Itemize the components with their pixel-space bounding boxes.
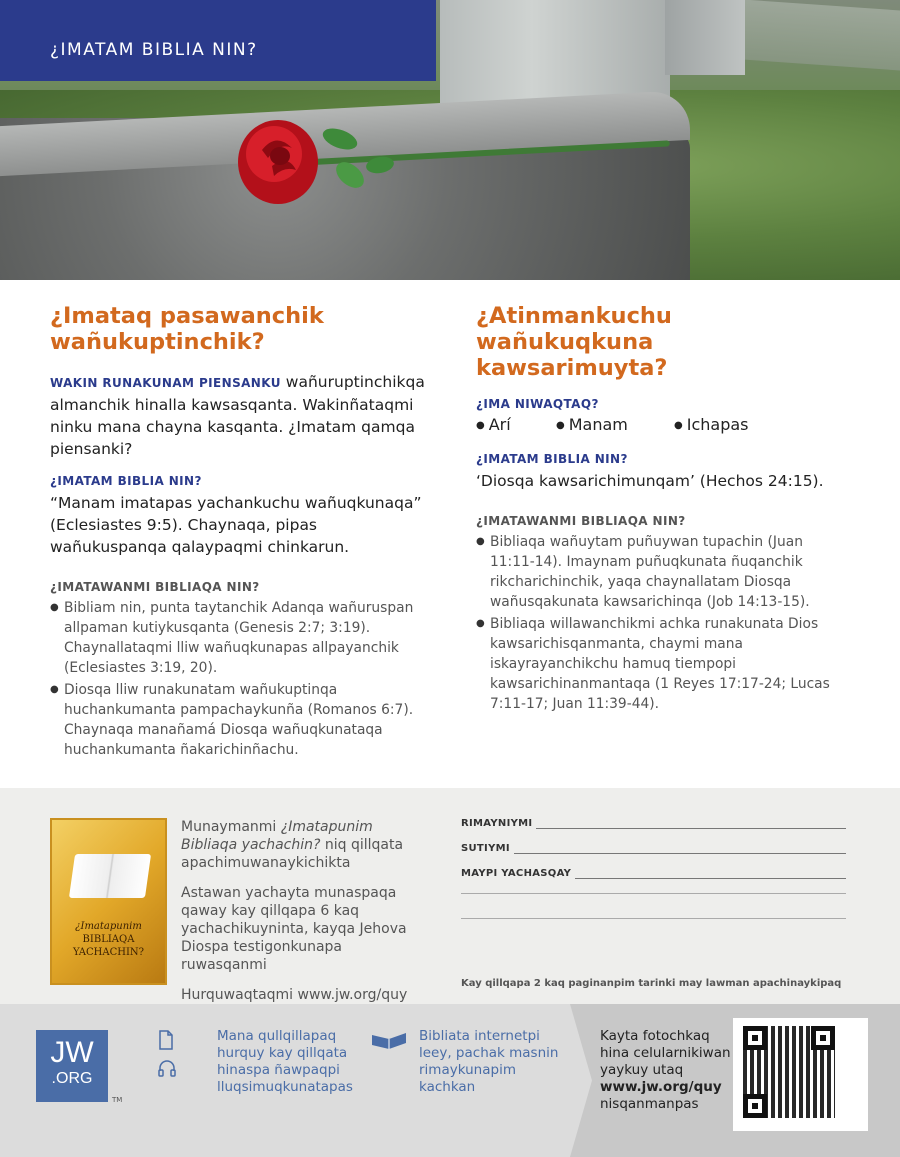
left-heading: ¿Imataq pasawanchik wañukuptinchik? [50, 303, 324, 355]
address-field[interactable] [461, 868, 846, 879]
offer-paragraph-3: Hurquwaqtaqmi www.jw.org/quy [181, 987, 408, 1003]
red-rose [232, 110, 324, 210]
left-subheading-more: ¿IMATAWANMI BIBLIAQA NIN? [50, 580, 260, 594]
qr-instructions [600, 1028, 740, 1113]
logo-org-text: .ORG [51, 1070, 93, 1087]
intro-text: wañuruptinchikqa almanchik hinalla kawsasqanta. Wakinñataqmi ninku mana chayna kasqanta. ¿Imatam qamqa piensanki? [50, 373, 425, 458]
intro-lead: WAKIN RUNAKUNAM PIENSANKU [50, 376, 281, 390]
name-field-line[interactable] [536, 828, 846, 829]
right-column [476, 303, 836, 716]
address-field-label: MAYPI YACHASQAY [461, 868, 572, 879]
surname-field[interactable] [461, 843, 846, 854]
name-field[interactable] [461, 818, 846, 829]
choice-maybe[interactable]: ● Ichapas [674, 415, 749, 434]
logo-jw-text: JW [50, 1036, 94, 1069]
choice-yes[interactable]: ● Arí [476, 415, 556, 434]
offer-p1-pre: Munaymanmi [181, 819, 281, 835]
book-cover-image [50, 818, 167, 985]
footer [0, 1004, 900, 1157]
list-item: ● Bibliaqa willawanchikmi achka runakunata Dios kawsarichisqanmanta, chaymi mana iskayrayanchikchu hamuq tiempopi kawsarichinanmantaqa (1 Reyes 17:17-24; Lucas 7:11-17; Juan 11:39-44). [476, 614, 836, 714]
right-quote: ‘Diosqa kawsarichimunqam’ (Hechos 24:15). [476, 472, 824, 490]
qr-line-2: nisqanmanpas [600, 1096, 699, 1112]
left-intro [50, 371, 430, 460]
qr-finder-tr [811, 1026, 835, 1050]
address-field-line[interactable] [575, 878, 846, 879]
surname-field-label: SUTIYMI [461, 843, 510, 854]
form-fields [461, 818, 846, 943]
rose-leaves [320, 125, 400, 195]
header-banner [0, 0, 436, 81]
left-subheading-bible: ¿IMATAM BIBLIA NIN? [50, 474, 202, 488]
book-cover-title [52, 920, 165, 959]
list-item: ● Diosqa lliw runakunatam wañukuptinqa huchankumanta pampachaykunña (Romanos 6:7). Chaynaqa manañamá Diosqa wañuqkunataqa huchankumanta ñakarichinñachu. [50, 680, 430, 760]
qr-finder-tl [743, 1026, 767, 1050]
right-subheading-more: ¿IMATAWANMI BIBLIAQA NIN? [476, 514, 686, 528]
offer-book-title: ¿Imatapunim Bibliaqa yachachin? [181, 819, 373, 853]
list-item: ● Bibliaqa wañuytam puñuywan tupachin (Juan 11:11-14). Imaynam puñuqkunata ñuqanchik rikcharichinchik, yaqa chaynallatam Diosqa wañusqakunata kawsarichinqa (Job 14:13-15). [476, 532, 836, 612]
offer-paragraph-1 [181, 818, 421, 872]
address-line-3[interactable] [461, 918, 846, 919]
headphones-icon [157, 1058, 177, 1078]
opinion-choices [476, 415, 836, 434]
jw-org-logo[interactable] [36, 1030, 108, 1102]
document-icon [158, 1030, 174, 1050]
left-bullet-list [50, 598, 430, 760]
form-note: Kay qillqapa 2 kaq paginanpim tarinki may lawman apachinaykipaq [461, 978, 842, 989]
qr-code[interactable] [733, 1018, 868, 1131]
offer-text [181, 818, 421, 1016]
right-bullet-list [476, 532, 836, 714]
footer-download-text: Mana qullqillapaq hurquy kay qillqata hinaspa ñawpaqpi lluqsimuqkunatapas [217, 1028, 353, 1095]
footer-online-bible-text: Bibliata internetpi leey, pachak masnin rimaykunapim kachkan [419, 1028, 559, 1095]
list-item: ● Bibliam nin, punta taytanchik Adanqa wañuruspan allpaman kutiykusqanta (Genesis 2:7; 3:19). Chaynallataqmi lliw wañuqkunapas allpayanchik (Eclesiastes 3:19, 20). [50, 598, 430, 678]
banner-title: ¿IMATAM BIBLIA NIN? [50, 40, 258, 60]
book-title-italic: ¿Imatapunim [75, 921, 142, 932]
surname-field-line[interactable] [514, 853, 846, 854]
address-line-2[interactable] [461, 893, 846, 894]
request-form-section [0, 788, 900, 1004]
qr-line-1: Kayta fotochkaq hina celularnikiwan yaykuy utaq [600, 1028, 731, 1078]
choice-no[interactable]: ● Manam [556, 415, 674, 434]
left-column [50, 303, 430, 762]
book-title-rest: BIBLIAQA YACHACHIN? [72, 934, 145, 958]
background-gravestone-2 [665, 0, 745, 75]
right-subheading-opinion: ¿IMA NIWAQTAQ? [476, 397, 599, 411]
name-field-label: RIMAYNIYMI [461, 818, 533, 829]
offer-paragraph-2: Astawan yachayta munaspaqa qaway kay qillqapa 6 kaq yachachikuyninta, kayqa Jehova Diospa testigonkunapa ruwasqanmi [181, 885, 407, 973]
trademark: TM [112, 1096, 123, 1104]
qr-finder-bl [743, 1094, 767, 1118]
right-subheading-bible: ¿IMATAM BIBLIA NIN? [476, 452, 628, 466]
offer-p1-post: niq qillqata apachimuwanaykichikta [181, 837, 404, 871]
qr-url[interactable]: www.jw.org/quy [600, 1079, 722, 1095]
open-book-icon [370, 1029, 408, 1051]
left-quote: “Manam imatapas yachankuchu wañuqkunaqa” (Eclesiastes 9:5). Chaynaqa, pipas wañukuspanqa qalaypaqmi chinkarun. [50, 494, 422, 556]
right-heading: ¿Atinmankuchu wañukuqkuna kawsarimuyta? [476, 303, 672, 381]
open-book-icon [69, 854, 151, 898]
